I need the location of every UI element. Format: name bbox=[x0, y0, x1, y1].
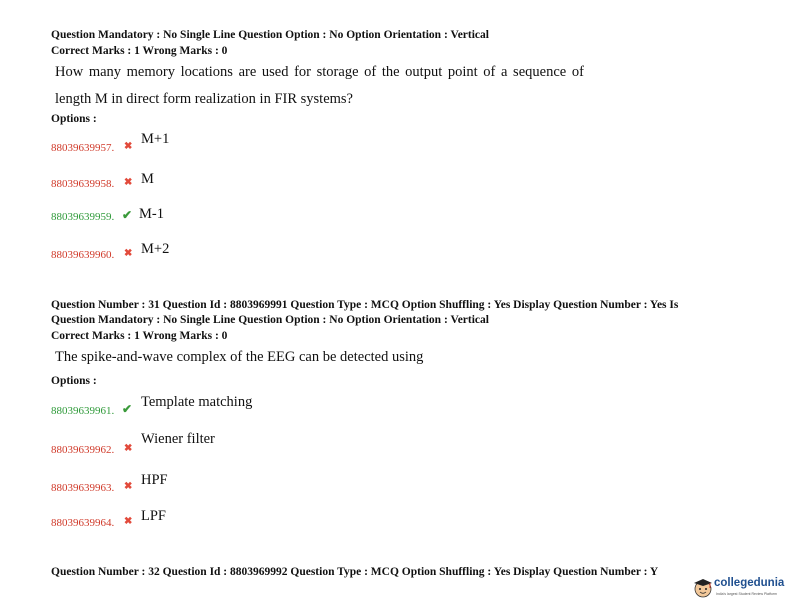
q31-meta-line-2: Question Mandatory : No Single Line Question Option : No Option Orientation : Vertical bbox=[51, 314, 489, 326]
option-text: M bbox=[141, 171, 154, 187]
option-id: 88039639961. bbox=[51, 405, 115, 417]
option-id: 88039639960. bbox=[51, 249, 115, 261]
wrong-cross-icon: ✖ bbox=[124, 443, 133, 454]
q30-meta-line-2: Question Mandatory : No Single Line Question Option : No Option Orientation : Vertical bbox=[51, 29, 489, 41]
correct-check-icon: ✔ bbox=[122, 402, 133, 416]
q31-options-label: Options : bbox=[51, 375, 97, 387]
wrong-cross-icon: ✖ bbox=[124, 177, 133, 188]
option-id: 88039639962. bbox=[51, 444, 115, 456]
option-id: 88039639964. bbox=[51, 517, 115, 529]
option-text: HPF bbox=[141, 472, 168, 488]
collegedunia-logo bbox=[692, 574, 792, 610]
option-text: M+2 bbox=[141, 241, 170, 257]
q31-meta-line-3: Correct Marks : 1 Wrong Marks : 0 bbox=[51, 330, 228, 342]
wrong-cross-icon: ✖ bbox=[124, 141, 133, 152]
option-id: 88039639958. bbox=[51, 178, 115, 190]
q32-meta-line-1: Question Number : 32 Question Id : 8803969992 Question Type : MCQ Option Shuffling : Yes Display Question Number : Y bbox=[51, 566, 659, 578]
wrong-cross-icon: ✖ bbox=[124, 481, 133, 492]
option-text: M-1 bbox=[139, 206, 164, 222]
q30-question-text-line-2: length M in direct form realization in FIR systems? bbox=[55, 91, 353, 107]
q31-meta-line-1: Question Number : 31 Question Id : 8803969991 Question Type : MCQ Option Shuffling : Yes Display Question Number : Yes Is bbox=[51, 299, 679, 311]
correct-check-icon: ✔ bbox=[122, 208, 133, 222]
option-id: 88039639963. bbox=[51, 482, 115, 494]
q31-question-text: The spike-and-wave complex of the EEG can be detected using bbox=[55, 349, 424, 365]
wrong-cross-icon: ✖ bbox=[124, 516, 133, 527]
option-id: 88039639957. bbox=[51, 142, 115, 154]
logo-name: collegedunia bbox=[714, 577, 785, 589]
option-text: Template matching bbox=[141, 394, 253, 410]
option-text: Wiener filter bbox=[141, 431, 215, 447]
option-id: 88039639959. bbox=[51, 211, 115, 223]
q30-meta-line-3: Correct Marks : 1 Wrong Marks : 0 bbox=[51, 45, 228, 57]
graduate-mascot-icon bbox=[692, 576, 714, 598]
q30-options-label: Options : bbox=[51, 113, 97, 125]
option-text: LPF bbox=[141, 508, 166, 524]
wrong-cross-icon: ✖ bbox=[124, 248, 133, 259]
q30-question-text-line-1: How many memory locations are used for storage of the output point of a sequence of bbox=[55, 64, 584, 80]
logo-tagline: India's largest Student Review Platform bbox=[716, 592, 777, 596]
option-text: M+1 bbox=[141, 131, 170, 147]
